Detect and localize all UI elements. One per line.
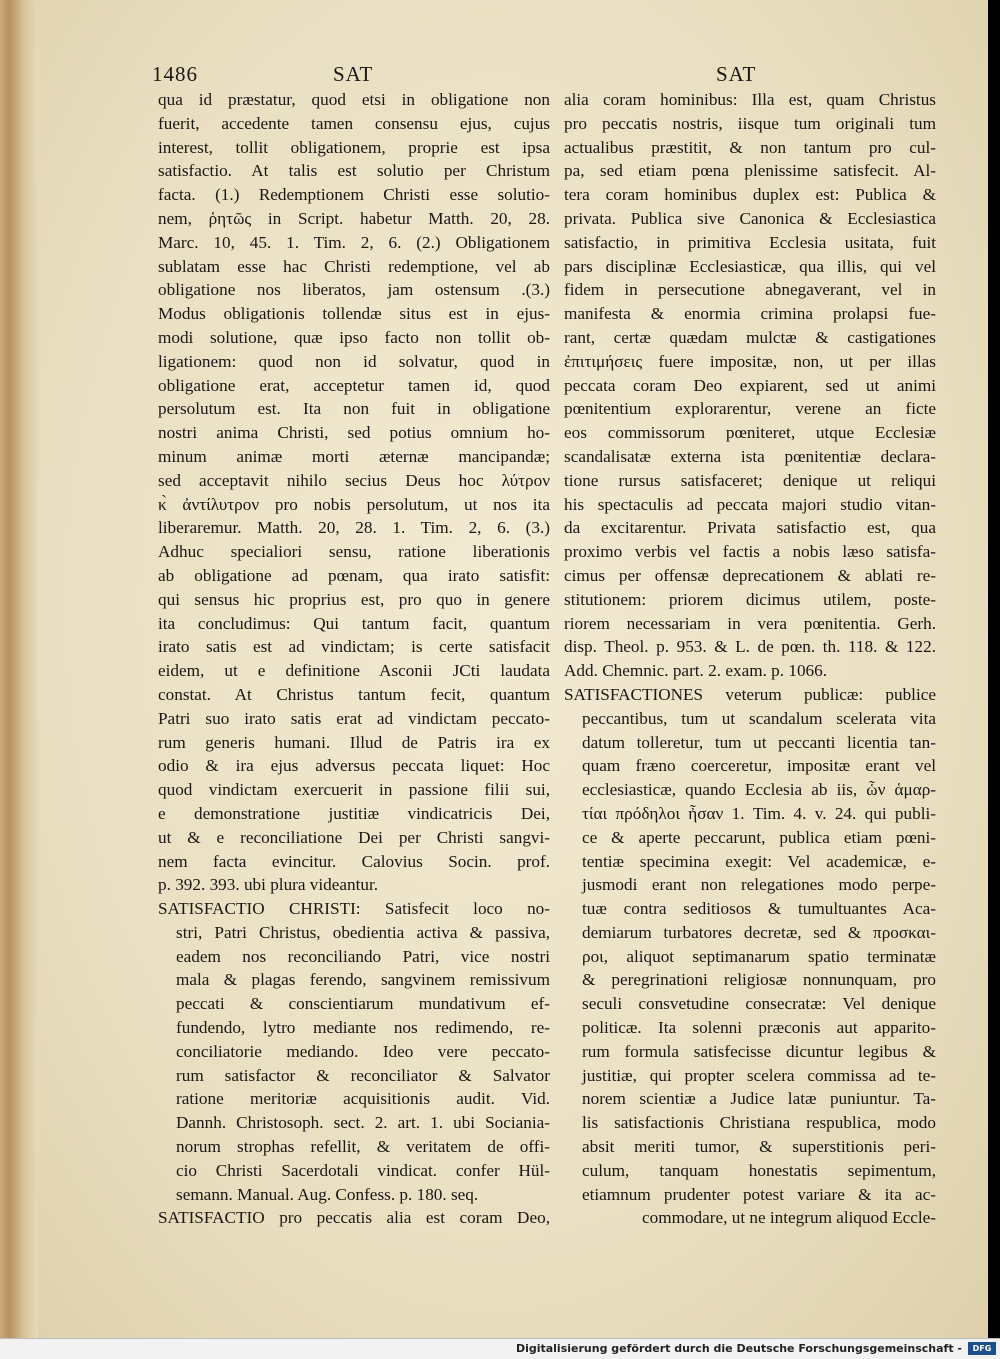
text-line: pa, sed etiam pœna plenissime satisfecit. Al- [564, 161, 936, 181]
text-line: fundendo, lytro mediante nos redimendo, re- [176, 1018, 550, 1038]
text-line: ἐπιτιμήσεις fuere impositæ, non, ut per illas [564, 351, 936, 371]
text-line: rum generis humani. Illud de Patris ira ex [158, 732, 550, 752]
text-line: pro peccatis nostris, iisque tum originali tum [564, 113, 936, 133]
entry-heading-line: SATISFACTIONES veterum publicæ: publice [564, 684, 936, 704]
text-line: qua id præstatur, quod etsi in obligatione non [158, 90, 550, 109]
text-line: stitutionem: priorem dicimus utilem, poste- [564, 589, 936, 609]
text-line: quod vindictam exercuerit in passione filii sui, [158, 780, 550, 800]
text-line: fidem in persecutione abnegaverant, vel in [564, 280, 936, 300]
text-line: satisfactio. At talis est solutio per Christum [158, 161, 550, 181]
text-line: & peregrinationi religiosæ nonnunquam, pro [582, 970, 936, 990]
text-line: Adhuc specialiori sensu, ratione liberationis [158, 542, 550, 562]
entry-heading-line: SATISFACTIO CHRISTI: Satisfecit loco no- [158, 899, 550, 919]
text-line: demiarum turbatores decretæ, sed & προσκαι- [582, 922, 936, 942]
text-line: lis satisfactionis Christiana respublica, modo [582, 1113, 936, 1133]
text-line: rum formula satisfecisse dicuntur legibus & [582, 1041, 936, 1061]
text-line: quam fræno coerceretur, impositæ erant vel [582, 756, 936, 776]
text-line: modi solutione, quæ ipso facto non tollit ob- [158, 327, 550, 347]
text-line: p. 392. 393. ubi plura videantur. [158, 875, 379, 895]
text-line: nem, ῥητῶς in Script. habetur Matth. 20, 28. [158, 208, 550, 228]
text-line: odio & ira ejus adversus peccata liquet: Hoc [158, 756, 550, 776]
text-line: his spectaculis ad peccata majori studio vitan- [564, 494, 936, 514]
text-line: liberaremur. Matth. 20, 28. 1. Tim. 2, 6. (3.) [158, 518, 550, 538]
text-line: Add. Chemnic. part. 2. exam. p. 1066. [564, 661, 828, 681]
funding-credit: Digitalisierung gefördert durch die Deutsche Forschungsgemeinschaft - [515, 1342, 962, 1355]
text-line: ecclesiasticæ, quando Ecclesia ab iis, ὧν ἁμαρ- [582, 780, 936, 800]
text-line: eadem nos reconciliando Patri, vice nostri [176, 946, 550, 966]
text-line: peccantibus, tum ut scandalum scelerata vita [582, 708, 936, 728]
text-line: scandalisatæ externa ista pœnitentiæ declara- [564, 446, 936, 466]
text-line: rant, certæ quædam mulctæ & castigationes [564, 327, 936, 347]
text-line: peccati & conscientiarum mundativum ef- [176, 994, 550, 1014]
text-line: alia coram hominibus: Illa est, quam Christus [564, 90, 936, 109]
entry-heading-line: SATISFACTIO pro peccatis alia est coram Deo, [158, 1208, 550, 1228]
footer-bar [0, 1338, 1000, 1359]
text-line: sublatam esse hac Christi redemptione, vel ab [158, 256, 550, 276]
running-head-right: SAT [716, 62, 757, 86]
text-line: actualibus præstitit, & non tantum pro cul- [564, 137, 936, 157]
text-line: cimus per offensæ deprecationem & ablati re- [564, 565, 936, 585]
text-line: persolutum est. Ita non fuit in obligatione [158, 399, 550, 419]
dfg-logo[interactable]: DFG [968, 1342, 996, 1355]
running-head-left: SAT [333, 62, 374, 86]
text-line: cio Christi Sacerdotali vindicat. confer Hül- [176, 1160, 550, 1180]
page-binding-edge [0, 0, 38, 1338]
text-line: ροι, aliquot septimanarum spatio terminatæ [582, 946, 936, 966]
text-line: norem scientiæ a Judice latæ puniuntur. Ta- [582, 1089, 936, 1109]
text-line: justitiæ, qui propter scelera commissa ad te- [582, 1065, 936, 1085]
text-line: tuæ contra seditiosos & tumultuantes Aca- [582, 899, 936, 919]
left-text-column [158, 88, 550, 1230]
text-line: conciliatorie mediando. Ideo vere peccato- [176, 1041, 550, 1061]
text-line: obligatione erat, acceptetur tamen id, quod [158, 375, 550, 395]
text-line: pars disciplinæ Ecclesiasticæ, qua illis, qui vel [564, 256, 936, 276]
text-line: seculi consvetudine consecratæ: Vel denique [582, 994, 936, 1014]
text-line: disp. Theol. p. 953. & L. de pœn. th. 118. & 122. [564, 637, 936, 657]
text-line: satisfactio, in primitiva Ecclesia usitata, fuit [564, 232, 936, 252]
text-line: tera coram hominibus duplex est: Publica & [564, 185, 936, 205]
text-line: tione rursus satisfaceret; denique ut reliqui [564, 470, 936, 490]
text-line: culum, tanquam honestatis sepimentum, [582, 1160, 936, 1180]
text-line: Patri suo irato satis erat ad vindictam peccato- [158, 708, 550, 728]
text-line: τίαι πρόδηλοι ἦσαν 1. Tim. 4. v. 24. qui publi- [582, 803, 936, 823]
right-text-column [564, 88, 936, 1230]
text-line: datum tolleretur, tum ut peccanti licentia tan- [582, 732, 936, 752]
text-line: nem facta evincitur. Calovius Socin. prof. [158, 851, 550, 871]
text-line: commodare, ut ne integrum aliquod Eccle- [642, 1208, 936, 1228]
text-line: eos commissorum pœniteret, utque Ecclesiæ [564, 423, 936, 443]
text-line: ligationem: quod non id solvatur, quod in [158, 351, 550, 371]
text-line: pœnitentium explorarentur, verene an ficte [564, 399, 936, 419]
text-line: nostri anima Christi, sed potius omnium ho- [158, 423, 550, 443]
text-line: interest, tollit obligationem, proprie est ipsa [158, 137, 550, 157]
text-line: stri, Patri Christus, obedientia activa & passiva, [176, 922, 550, 942]
text-line: ab obligatione ad pœnam, qua irato satisfit: [158, 565, 550, 585]
text-line: Modus obligationis tollendæ situs est in ejus- [158, 304, 550, 324]
text-line: semann. Manual. Aug. Confess. p. 180. seq. [176, 1184, 479, 1204]
text-line: ce & aperte peccarunt, publica etiam pœni- [582, 827, 936, 847]
text-line: ita concludimus: Qui tantum facit, quantum [158, 613, 550, 633]
text-line: manifesta & enormia crimina prolapsi fue- [564, 304, 936, 324]
text-line: norum strophas refellit, & veritatem de offi- [176, 1137, 550, 1157]
text-line: sed acceptavit nihilo secius Deus hoc λύτρον [158, 470, 550, 490]
text-line: rum satisfactor & reconciliator & Salvator [176, 1065, 550, 1085]
text-line: da excitarentur. Privata satisfactio est, qua [564, 518, 936, 538]
text-line: privata. Publica sive Canonica & Ecclesiastica [564, 208, 936, 228]
text-line: Dannh. Christosoph. sect. 2. art. 1. ubi Sociania- [176, 1113, 550, 1133]
text-line: facta. (1.) Redemptionem Christi esse solutio- [158, 185, 550, 205]
text-line: constat. At Christus tantum fecit, quantum [158, 684, 550, 704]
text-line: minum animæ morti æternæ mancipandæ; [158, 446, 550, 466]
text-line: qui sensus hic proprius est, pro quo in genere [158, 589, 550, 609]
text-line: fuerit, accedente tamen consensu ejus, cujus [158, 113, 550, 133]
text-line: Marc. 10, 45. 1. Tim. 2, 6. (2.) Obligationem [158, 232, 550, 252]
text-line: politicæ. Ita solenni præconis aut apparito- [582, 1018, 936, 1038]
text-line: mala & plagas ferendo, sangvinem remissivum [176, 970, 550, 990]
text-line: e demonstratione justitiæ vindicatricis Dei, [158, 803, 550, 823]
text-line: obligatione nos liberatos, jam ostensum .(3.) [158, 280, 550, 300]
text-line: κ̀ ἀντίλυτρον pro nobis persolutum, ut nos ita [158, 494, 550, 514]
text-line: irato satis est ad vindictam; is certe satisfacit [158, 637, 550, 657]
text-line: etiamnum prudenter potest variare & ita ac- [582, 1184, 936, 1204]
text-line: eidem, ut e definitione Asconii JCti laudata [158, 661, 550, 681]
text-line: jusmodi erant non relegationes modo perpe- [582, 875, 936, 895]
text-line: absit meriti tumor, & superstitionis peri- [582, 1137, 936, 1157]
text-line: ut & e reconciliatione Dei per Christi sangvi- [158, 827, 550, 847]
text-line: riorem necessariam in vera pœnitentia. Gerh. [564, 613, 936, 633]
text-line: proximo verbis vel factis a nobis læso satisfa- [564, 542, 936, 562]
text-line: tentiæ specimina exegit: Vel academicæ, e- [582, 851, 936, 871]
text-line: peccata coram Deo expiarent, sed ut animi [564, 375, 936, 395]
page-number: 1486 [152, 62, 198, 86]
text-line: ratione meritoriæ acquisitionis audit. Vid. [176, 1089, 550, 1109]
